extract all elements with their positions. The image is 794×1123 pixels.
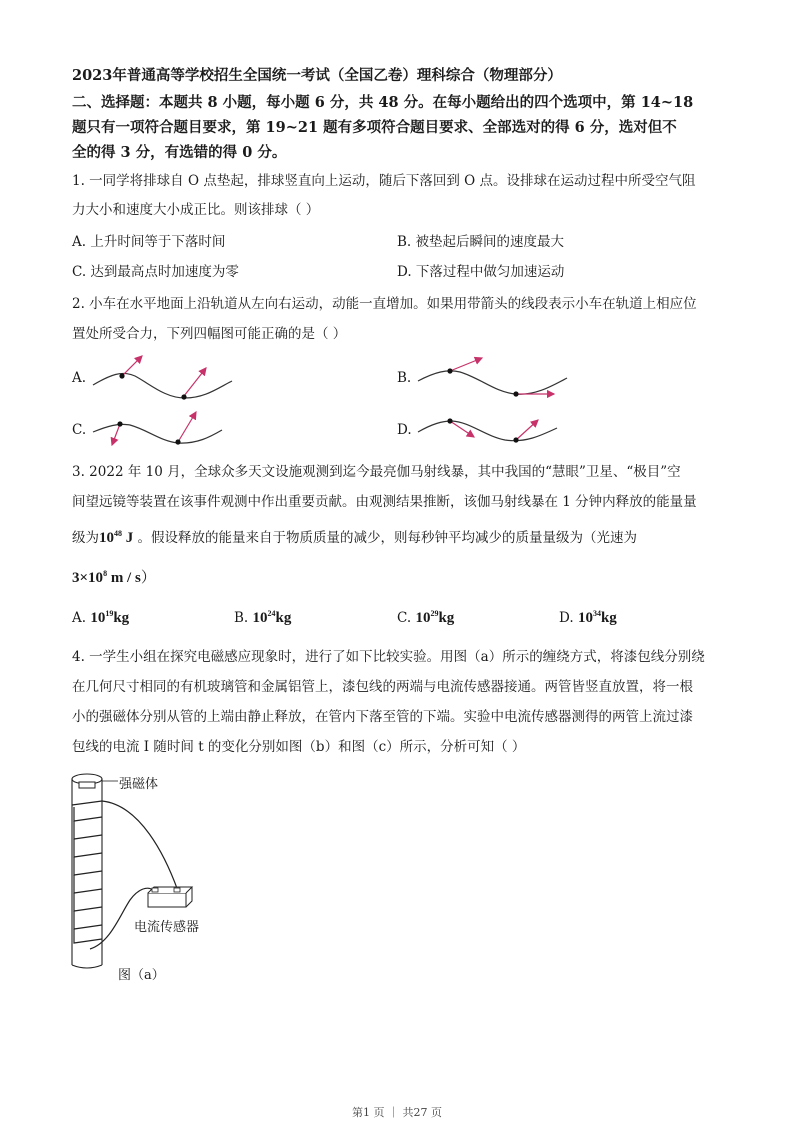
q2-figure-b <box>418 358 567 397</box>
q3-option-b: B. $10^{24}kg$ <box>234 609 292 626</box>
q1-option-d: D. 下落过程中做匀加速运动 <box>397 264 565 280</box>
q3-option-c: C. $10^{29}kg$ <box>397 609 455 626</box>
doc-title: 2023年普通高等学校招生全国统一考试（全国乙卷）理科综合（物理部分） <box>72 67 562 84</box>
q1-stem-line2: 力大小和速度大小成正比。则该排球（ ） <box>72 202 320 218</box>
q2-figure-a <box>93 356 232 400</box>
section-header-line3: 全的得 3 分，有选错的得 0 分。 <box>72 144 287 161</box>
section-header-line1: 二、选择题：本题共 8 小题，每小题 6 分，共 48 分。在每小题给出的四个选项中，第 14~18 <box>72 94 694 111</box>
q2-label-b: B. <box>397 370 412 386</box>
q2-stem-line1: 2. 小车在水平地面上沿轨道从左向右运动，动能一直增加。如果用带箭头的线段表示小车在轨道上相应位 <box>72 296 697 312</box>
q3-stem-line2: 间望远镜等装置在该事件观测中作出重要贡献。由观测结果推断，该伽马射线暴在 1 分钟内释放的能量量 <box>72 494 697 510</box>
q2-label-c: C. <box>72 422 87 438</box>
q2-label-d: D. <box>397 422 412 438</box>
q3-stem-line3: 级为$10^{48}$ J 。假设释放的能量来自于物质质量的减少，则每秒钟平均减少的质量量级为（光速为 <box>72 529 638 546</box>
q4-figure-a <box>60 765 260 990</box>
q3-energy-value: $10^{48}$ J <box>99 529 134 546</box>
fig-caption-a: 图（a） <box>118 968 165 983</box>
fig-label-magnet: 强磁体 <box>119 777 159 792</box>
q4-stem-line3: 小的强磁体分别从管的上端由静止释放，在管内下落至管的下端。实验中电流传感器测得的两管上流过漆 <box>72 709 693 725</box>
q4-stem-line1: 4. 一学生小组在探究电磁感应现象时，进行了如下比较实验。用图（a）所示的缠绕方式，将漆包线分别绕 <box>72 649 705 665</box>
q3-option-d: D. $10^{34}kg$ <box>559 609 617 626</box>
q2-label-a: A. <box>72 370 87 386</box>
q2-figure-c <box>93 412 222 445</box>
q2-figure-d <box>418 418 557 442</box>
q1-option-a: A. 上升时间等于下落时间 <box>72 234 226 250</box>
q1-option-b: B. 被垫起后瞬间的速度最大 <box>397 234 565 250</box>
fig-label-sensor: 电流传感器 <box>134 920 200 935</box>
current-sensor <box>148 887 192 907</box>
q2-stem-line2: 置处所受合力，下列四幅图可能正确的是（ ） <box>72 326 347 342</box>
q4-stem-line2: 在几何尺寸相同的有机玻璃管和金属铝管上，漆包线的两端与电流传感器接通。两管皆竖直放置，将一根 <box>72 679 693 695</box>
page-footer: 第1 页 ｜ 共27 页 <box>352 1106 442 1119</box>
q1-stem-line1: 1. 一同学将排球自 O 点垫起，排球竖直向上运动，随后下落回到 O 点。设排球在运动过程中所受空气阻 <box>72 173 696 189</box>
q3-light-speed: $3\times 10^8$ m / s） <box>72 568 156 586</box>
q3-option-a: A. $10^{19}kg$ <box>72 609 130 626</box>
q4-stem-line4: 包线的电流 I 随时间 t 的变化分别如图（b）和图（c）所示，分析可知（ ） <box>72 739 526 755</box>
q1-option-c: C. 达到最高点时加速度为零 <box>72 264 239 280</box>
q2-figures <box>0 0 794 460</box>
q3-stem-line1: 3. 2022 年 10 月，全球众多天文设施观测到迄今最亮伽马射线暴，其中我国的“慧眼”卫星、“极目”空 <box>72 464 681 480</box>
section-header-line2: 题只有一项符合题目要求，第 19~21 题有多项符合题目要求、全部选对的得 6 分，选对但不 <box>72 119 677 136</box>
